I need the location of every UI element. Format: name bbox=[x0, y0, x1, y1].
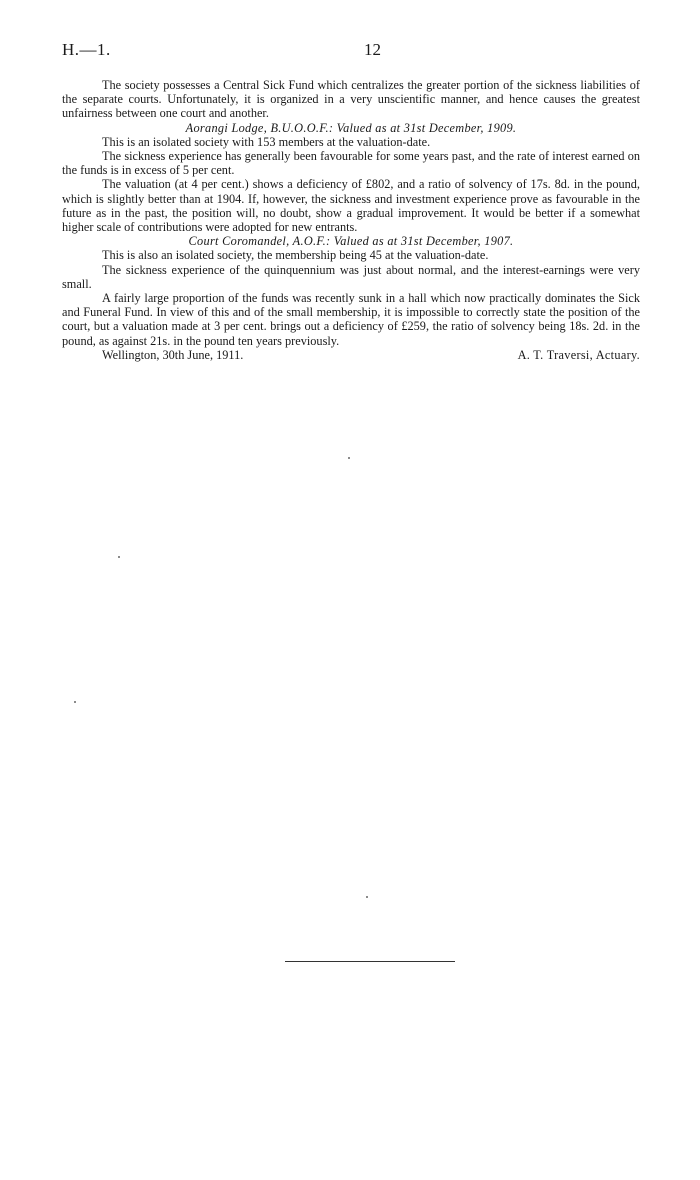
aorangi-paragraph-3: The valuation (at 4 per cent.) shows a deficiency of £802, and a ratio of solvency of 17s. 8d. in the pound, which is slightly better than at 1904. If, however, the sickness and investment experience prove as favourable in the future as in the past, the position will, no doubt, show a gradual improvement. It would be better if a somewhat higher scale of contributions were adopted for new entrants. bbox=[62, 177, 640, 235]
scan-speck bbox=[366, 896, 368, 898]
intro-paragraph: The society possesses a Central Sick Fund which centralizes the greater portion of the sickness liabilities of the separate courts. Unfortunately, it is organized in a very unscientific manner, and hence causes the greatest unfairness between one court and another. bbox=[62, 78, 640, 121]
closing-rule bbox=[285, 961, 455, 962]
section-heading-coromandel: Court Coromandel, A.O.F.: Valued as at 31st December, 1907. bbox=[188, 234, 514, 249]
scan-speck bbox=[118, 556, 120, 558]
signature-line bbox=[62, 348, 640, 364]
page-header bbox=[62, 40, 638, 64]
scan-speck bbox=[74, 701, 76, 703]
document-reference: H.—1. bbox=[62, 40, 111, 59]
body-text bbox=[62, 78, 640, 364]
aorangi-paragraph-2: The sickness experience has generally been favourable for some years past, and the rate of interest earned on the funds is in excess of 5 per cent. bbox=[62, 149, 640, 178]
actuary-signature: A. T. Traversi, Actuary. bbox=[517, 347, 640, 362]
aorangi-paragraph-1: This is an isolated society with 153 members at the valuation-date. bbox=[102, 134, 431, 149]
place-date: Wellington, 30th June, 1911. bbox=[102, 347, 244, 362]
coromandel-paragraph-2: The sickness experience of the quinquennium was just about normal, and the interest-earnings were very small. bbox=[62, 262, 640, 291]
scan-speck bbox=[348, 457, 350, 459]
coromandel-paragraph-1: This is also an isolated society, the membership being 45 at the valuation-date. bbox=[102, 248, 489, 263]
section-heading-aorangi: Aorangi Lodge, B.U.O.O.F.: Valued as at 31st December, 1909. bbox=[185, 120, 517, 135]
page-number: 12 bbox=[364, 40, 381, 59]
coromandel-paragraph-3: A fairly large proportion of the funds was recently sunk in a hall which now practically dominates the Sick and Funeral Fund. In view of this and of the small membership, it is impossible to correctly state the position of the court, but a valuation made at 3 per cent. brings out a deficiency of £259, the ratio of solvency being 18s. 2d. in the pound, as against 21s. in the pound ten years previously. bbox=[62, 291, 640, 348]
